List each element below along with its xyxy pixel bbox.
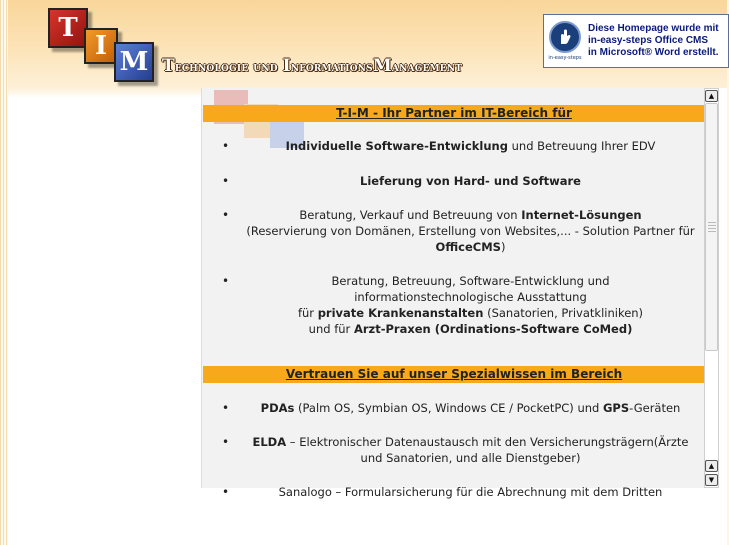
bullet: • — [222, 435, 230, 449]
cms-badge-line-2: in-easy-steps Office CMS — [588, 35, 709, 46]
scroll-up-button-lower[interactable]: ▲ — [705, 460, 718, 472]
logo-cube-i: I — [84, 28, 118, 64]
cms-badge-line-3: in Microsoft® Word erstellt. — [588, 47, 719, 58]
item-strong: Arzt-Praxen (Ordinations-Software CoMed) — [353, 322, 633, 336]
header-fade — [8, 88, 208, 98]
scroll-thumb[interactable] — [705, 103, 718, 351]
section-title-expertise: Vertrauen Sie auf unser Spezialwissen im Bereich — [285, 367, 623, 381]
cms-badge-logo — [546, 15, 584, 67]
scroll-up-button[interactable]: ▲ — [705, 90, 718, 102]
logo-cube-t: T — [48, 8, 88, 48]
cms-badge-line-1: Diese Homepage wurde mit — [588, 23, 719, 34]
item-text: ) — [500, 240, 506, 254]
item-strong: private Krankenanstalten — [317, 306, 484, 320]
cms-badge-text — [584, 23, 719, 59]
site-header — [8, 0, 727, 88]
company-name-part-3: anagement — [391, 59, 463, 75]
bullet: • — [222, 139, 230, 153]
company-name-part-2: nformations — [290, 59, 373, 75]
list-item-sanalogo — [202, 484, 705, 500]
company-name-cap-t: T — [162, 56, 175, 76]
item-text: Sanalogo – Formularsicherung für die Abrechnung mit dem Dritten — [278, 485, 663, 499]
item-strong: Internet-Lösungen — [521, 208, 642, 222]
list-item-hardware — [202, 173, 705, 189]
item-strong: Lieferung von Hard- und Software — [360, 174, 581, 188]
item-text: und für — [308, 322, 354, 336]
bullet: • — [222, 274, 230, 288]
hand-icon — [549, 21, 581, 53]
item-strong: Individuelle Software-Entwicklung — [285, 139, 508, 153]
item-text: und Betreuung Ihrer EDV — [507, 139, 656, 153]
bullet: • — [222, 485, 230, 499]
section-title-partner: T-I-M - Ihr Partner im IT-Bereich für — [336, 106, 572, 120]
scrollable-content-frame[interactable] — [201, 88, 704, 499]
company-name-cap-i: I — [282, 56, 291, 76]
section-header-expertise — [203, 366, 705, 383]
logo-cube-m: M — [114, 42, 154, 82]
item-text: (Reservierung von Domänen, Erstellung von Websites,... - Solution Partner für — [246, 224, 695, 238]
item-strong: OfficeCMS — [435, 240, 501, 254]
company-name — [162, 56, 462, 76]
section-header-partner — [203, 105, 705, 122]
item-text: – Elektronischer Datenaustausch mit den Versicherungsträgern(Ärzte und Sanatorien, und alle Dienstgeber) — [286, 435, 689, 465]
item-text: Beratung, Betreuung, Software-Entwicklung und — [331, 274, 610, 288]
item-strong: ELDA — [252, 435, 287, 449]
cms-badge-small-text: in-easy-steps — [548, 55, 582, 61]
item-strong: GPS — [602, 401, 630, 415]
bullet: • — [222, 174, 230, 188]
list-item-software — [202, 138, 705, 154]
item-strong: PDAs — [260, 401, 295, 415]
item-text: (Palm OS, Symbian OS, Windows CE / PocketPC) und — [294, 401, 603, 415]
scroll-down-button[interactable]: ▼ — [705, 474, 718, 486]
company-name-cap-m: M — [372, 56, 392, 76]
company-name-part-1: echnologie und — [174, 59, 283, 75]
scroll-grip-icon — [708, 222, 716, 232]
list-item-healthcare — [202, 273, 705, 337]
bullet: • — [222, 208, 230, 222]
item-text: -Geräten — [629, 401, 681, 415]
item-text: informationstechnologische Ausstattung — [354, 290, 587, 304]
bullet: • — [222, 401, 230, 415]
item-text: Beratung, Verkauf und Betreuung von — [299, 208, 522, 222]
content-scrollbar[interactable] — [704, 88, 719, 488]
list-item-internet — [202, 207, 705, 255]
item-text: für — [297, 306, 318, 320]
cms-badge[interactable] — [543, 14, 729, 68]
list-item-pda — [202, 400, 705, 416]
list-item-elda — [202, 434, 705, 466]
item-text: (Sanatorien, Privatkliniken) — [483, 306, 644, 320]
tim-logo[interactable] — [44, 6, 164, 84]
